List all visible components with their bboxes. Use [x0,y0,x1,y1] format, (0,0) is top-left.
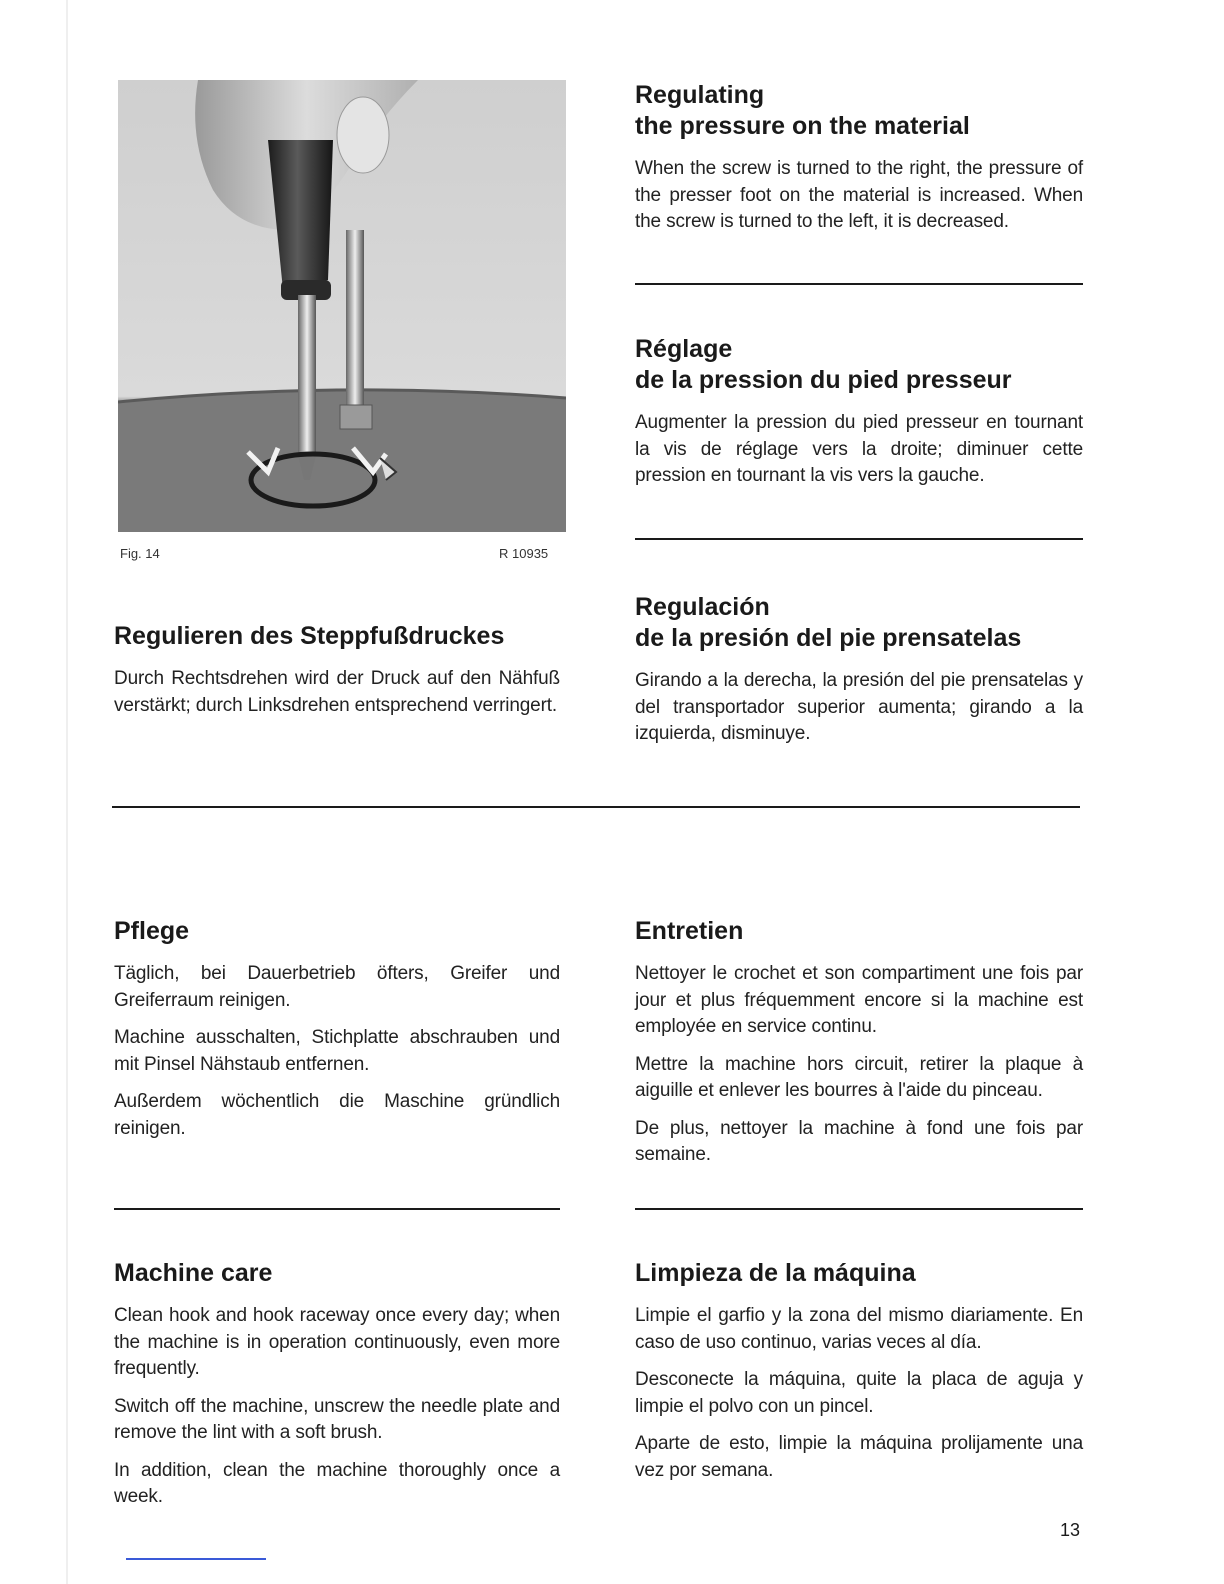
paragraph: When the screw is turned to the right, the pressure of the presser foot on the material is increased. When the screw is turned to the left, it is decreased. [635,158,1083,232]
section-title: Pflege [114,917,190,945]
title-line: Regulación [635,593,770,621]
title-line: Réglage [635,335,733,363]
section-machine-care [114,1258,560,1522]
scan-mark [126,1558,266,1560]
screwdriver-illustration [118,80,566,532]
divider [114,1208,560,1210]
section-title: Limpieza de la máquina [635,1259,916,1287]
full-divider [112,806,1080,808]
section-regulacion [635,592,1083,759]
paragraph: Außerdem wöchentlich die Maschine gründlich reinigen. [114,1091,560,1139]
section-pflege [114,916,560,1153]
section-title: Entretien [635,917,744,945]
section-title: Machine care [114,1259,273,1287]
section-limpieza [635,1258,1083,1495]
figure-caption: Fig. 14 [120,546,160,561]
section-reglage [635,334,1083,501]
paragraph: Täglich, bei Dauerbetrieb öfters, Greifer und Greiferraum reinigen. [114,963,560,1011]
paragraph: Clean hook and hook raceway once every day; when the machine is in operation continuously, even more frequently. [114,1305,560,1379]
figure-photo [118,80,566,532]
paragraph: Nettoyer le crochet et son compartiment une fois par jour et plus fréquemment encore si la machine est employée en service continu. [635,963,1083,1037]
section-title [635,592,1083,654]
paragraph: Augmenter la pression du pied presseur en tournant la vis de réglage vers la droite; diminuer cette pression en tournant la vis vers la gauche. [635,412,1083,486]
paragraph: Aparte de esto, limpie la máquina prolijamente una vez por semana. [635,1433,1083,1481]
title-line: the pressure on the material [635,112,970,140]
paragraph: Durch Rechtsdrehen wird der Druck auf den Nähfuß verstärkt; durch Linksdrehen entsprechend verringert. [114,668,560,716]
section-regulieren [114,621,560,730]
paragraph: Desconecte la máquina, quite la placa de aguja y limpie el polvo con un pincel. [635,1369,1083,1417]
title-line: Regulating [635,81,765,109]
section-title [635,80,1083,142]
scan-edge [66,0,68,1584]
section-title [635,334,1083,396]
paragraph: Machine ausschalten, Stichplatte abschrauben und mit Pinsel Nähstaub entfernen. [114,1027,560,1075]
paragraph: De plus, nettoyer la machine à fond une fois par semaine. [635,1117,1083,1165]
divider [635,538,1083,540]
divider [635,1208,1083,1210]
paragraph: Mettre la machine hors circuit, retirer la plaque à aiguille et enlever les bourres à l'aide du pinceau. [635,1053,1083,1101]
figure-code: R 10935 [499,546,549,561]
section-regulating [635,80,1083,247]
title-line: de la pression du pied presseur [635,366,1012,394]
paragraph: Switch off the machine, unscrew the needle plate and remove the lint with a soft brush. [114,1395,560,1443]
section-title: Regulieren des Steppfußdruckes [114,622,505,650]
paragraph: Girando a la derecha, la presión del pie prensatelas y del transportador superior aumenta; girando a la izquierda, disminuye. [635,670,1083,744]
paragraph: In addition, clean the machine thoroughly once a week. [114,1459,560,1507]
paragraph: Limpie el garfio y la zona del mismo diariamente. En caso de uso continuo, varias veces al día. [635,1305,1083,1353]
section-entretien [635,916,1083,1180]
divider [635,283,1083,285]
page-number: 13 [1060,1520,1081,1540]
title-line: de la presión del pie prensatelas [635,624,1022,652]
